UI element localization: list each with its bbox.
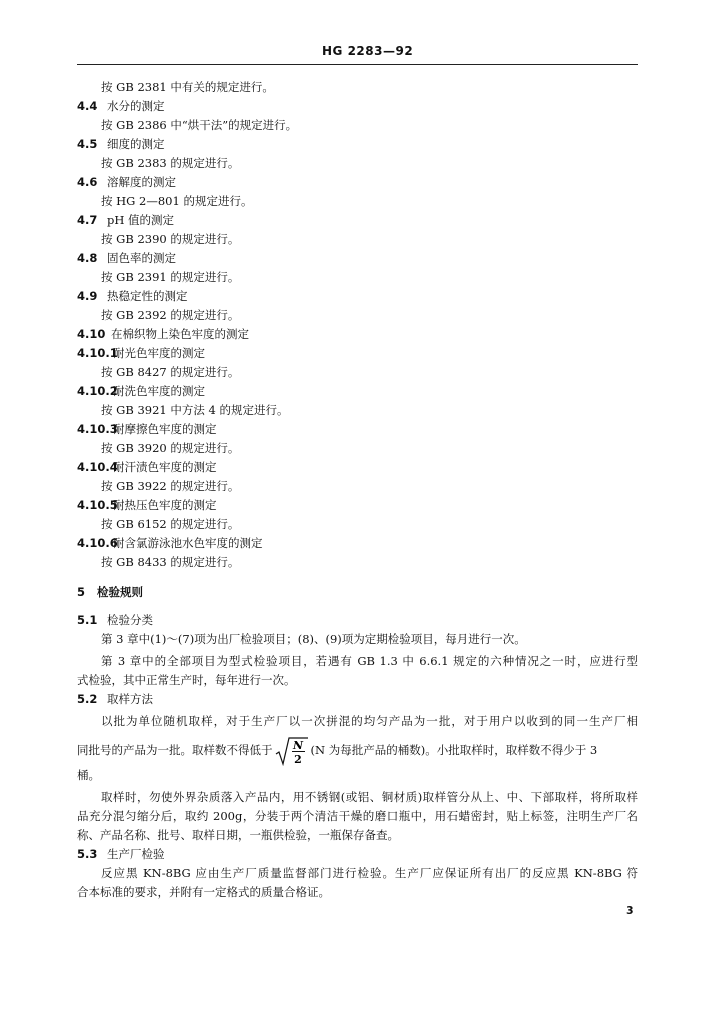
section-heading xyxy=(77,136,165,152)
section-title: 耐含氯游泳池水色牢度的测定 xyxy=(113,536,263,550)
section-number: 5.1 xyxy=(77,613,98,627)
paragraph-line: 反应黑 KN-8BG 应由生产厂质量监督部门进行检验。生产厂应保证所有出厂的反应黑 KN-8BG 符 xyxy=(101,866,638,880)
subsection-heading xyxy=(77,383,205,399)
section-title: 生产厂检验 xyxy=(107,847,165,861)
section-title: 耐光色牢度的测定 xyxy=(113,346,205,360)
section-number: 4.10.5 xyxy=(77,498,118,512)
page-number: 3 xyxy=(626,904,634,917)
section-title: 固色率的测定 xyxy=(107,251,176,265)
text-segment: (N 为每批产品的桶数)。小批取样时，取样数不得少于 3 xyxy=(310,743,598,757)
section-title: 在棉织物上染色牢度的测定 xyxy=(111,327,249,341)
text-line: 按 GB 6152 的规定进行。 xyxy=(101,517,240,531)
text-line: 按 GB 2386 中“烘干法”的规定进行。 xyxy=(101,118,298,132)
paragraph-line: 第 3 章中的全部项目为型式检验项目，若遇有 GB 1.3 中 6.6.1 规定的六种情况之一时，应进行型 xyxy=(101,654,638,668)
text-line: 按 HG 2—801 的规定进行。 xyxy=(101,194,253,208)
section-title: pH 值的测定 xyxy=(107,213,175,227)
section-number: 4.7 xyxy=(77,213,98,227)
section-heading xyxy=(77,691,153,707)
formula-denominator: 2 xyxy=(293,753,302,766)
section-heading xyxy=(77,326,249,342)
paragraph-line: 品充分混匀缩分后，取约 200g，分装于两个清洁干燥的磨口瓶中，用石蜡密封，贴上标签，注明生产厂名 xyxy=(77,809,638,823)
section-number: 4.10.6 xyxy=(77,536,118,550)
chapter-heading xyxy=(77,584,143,600)
section-number: 5.2 xyxy=(77,692,98,706)
paragraph-line: 取样时，勿使外界杂质落入产品内，用不锈钢(或铝、铜材质)取样管分从上、中、下部取样，将所取样 xyxy=(101,790,638,804)
text-line: 按 GB 2383 的规定进行。 xyxy=(101,156,240,170)
formula-numerator: N xyxy=(292,739,303,752)
paragraph-line: 式检验，其中正常生产时，每年进行一次。 xyxy=(77,673,296,687)
text-line: 按 GB 2392 的规定进行。 xyxy=(101,308,240,322)
text-line: 按 GB 8433 的规定进行。 xyxy=(101,555,240,569)
section-heading xyxy=(77,288,188,304)
subsection-heading xyxy=(77,345,205,361)
text-line: 第 3 章中(1)～(7)项为出厂检验项目；(8)、(9)项为定期检验项目，每月进行一次。 xyxy=(101,632,526,646)
section-number: 4.4 xyxy=(77,99,98,113)
section-heading xyxy=(77,250,176,266)
paragraph-line-with-formula xyxy=(77,736,638,766)
section-number: 4.10 xyxy=(77,327,106,341)
subsection-heading xyxy=(77,497,217,513)
standard-code: HG 2283—92 xyxy=(322,44,414,58)
section-number: 4.10.3 xyxy=(77,422,118,436)
section-number: 4.10.1 xyxy=(77,346,118,360)
section-heading xyxy=(77,174,176,190)
section-number: 4.5 xyxy=(77,137,98,151)
subsection-heading xyxy=(77,535,263,551)
section-number: 5 xyxy=(77,585,86,599)
sqrt-formula xyxy=(275,736,309,766)
text-line: 按 GB 2391 的规定进行。 xyxy=(101,270,240,284)
section-number: 4.6 xyxy=(77,175,98,189)
section-title: 检验分类 xyxy=(107,613,153,627)
text-line: 按 GB 2390 的规定进行。 xyxy=(101,232,240,246)
paragraph-line: 合本标准的要求，并附有一定格式的质量合格证。 xyxy=(77,885,330,899)
section-number: 4.9 xyxy=(77,289,98,303)
header-rule xyxy=(77,64,638,65)
text-line: 按 GB 8427 的规定进行。 xyxy=(101,365,240,379)
section-title: 水分的测定 xyxy=(107,99,165,113)
section-title: 耐摩擦色牢度的测定 xyxy=(113,422,217,436)
subsection-heading xyxy=(77,459,217,475)
text-line: 按 GB 3921 中方法 4 的规定进行。 xyxy=(101,403,289,417)
section-title: 溶解度的测定 xyxy=(107,175,176,189)
section-title: 取样方法 xyxy=(107,692,153,706)
section-number: 4.10.4 xyxy=(77,460,118,474)
paragraph-line: 以批为单位随机取样，对于生产厂以一次拼混的均匀产品为一批，对于用户以收到的同一生产厂相 xyxy=(101,714,638,728)
section-heading xyxy=(77,98,165,114)
section-heading xyxy=(77,212,174,228)
text-line: 按 GB 3922 的规定进行。 xyxy=(101,479,240,493)
subsection-heading xyxy=(77,421,217,437)
text-line: 按 GB 2381 中有关的规定进行。 xyxy=(101,80,274,94)
section-title: 耐汗渍色牢度的测定 xyxy=(113,460,217,474)
paragraph-line: 桶。 xyxy=(77,768,100,782)
section-number: 4.8 xyxy=(77,251,98,265)
text-line: 按 GB 3920 的规定进行。 xyxy=(101,441,240,455)
section-title: 热稳定性的测定 xyxy=(107,289,188,303)
section-title: 耐洗色牢度的测定 xyxy=(113,384,205,398)
section-title: 细度的测定 xyxy=(107,137,165,151)
section-heading xyxy=(77,846,165,862)
section-heading xyxy=(77,612,153,628)
section-number: 5.3 xyxy=(77,847,98,861)
section-number: 4.10.2 xyxy=(77,384,118,398)
paragraph-line: 称、产品名称、批号、取样日期，一瓶供检验，一瓶保存备查。 xyxy=(77,828,399,842)
section-title: 耐热压色牢度的测定 xyxy=(113,498,217,512)
text-segment: 同批号的产品为一批。取样数不得低于 xyxy=(77,743,273,757)
section-title: 检验规则 xyxy=(97,585,143,599)
